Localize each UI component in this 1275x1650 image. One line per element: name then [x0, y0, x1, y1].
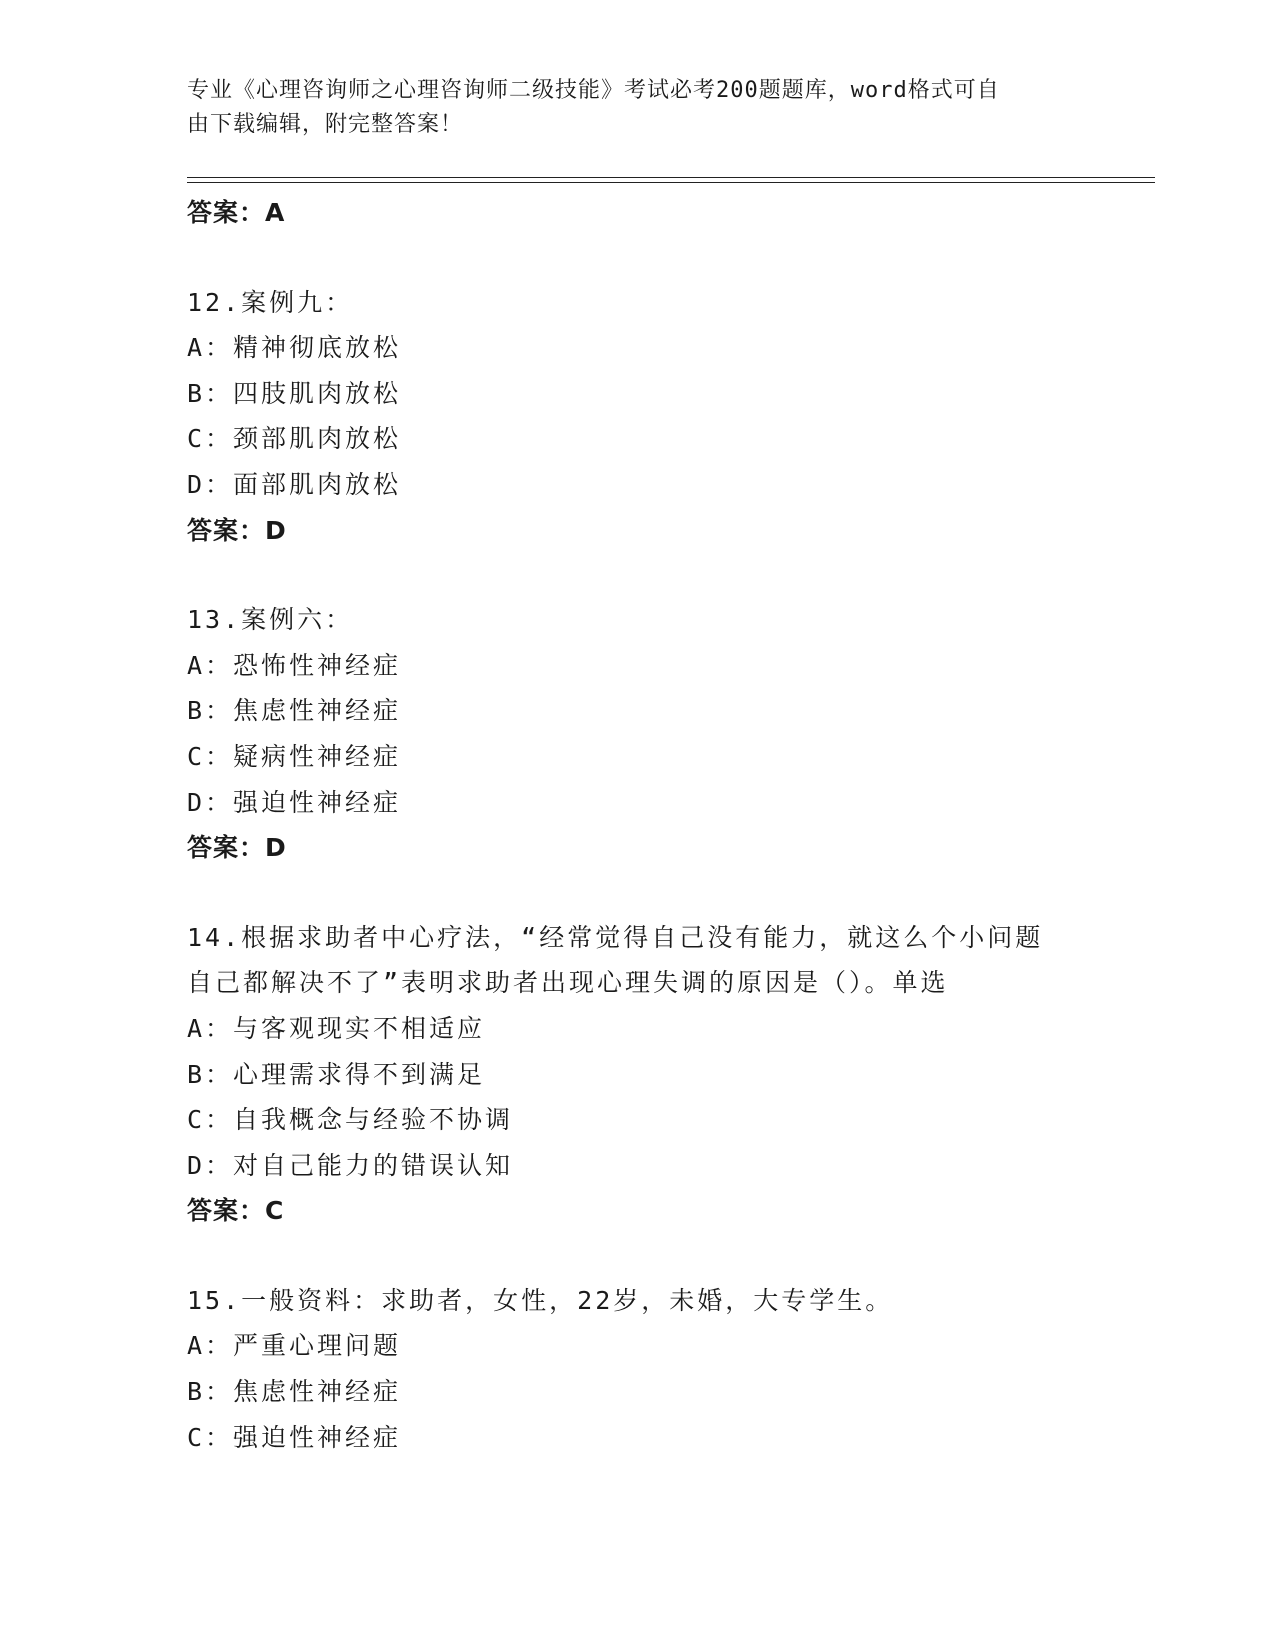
option-a: A：严重心理问题: [187, 1331, 402, 1361]
document-header: [187, 74, 1067, 142]
header-line-1: 专业《心理咨询师之心理咨询师二级技能》考试必考200题题库，word格式可自: [187, 78, 1000, 103]
option-a: A：精神彻底放松: [187, 333, 402, 363]
option-c: C：自我概念与经验不协调: [187, 1105, 514, 1135]
header-rule-top: [187, 177, 1155, 178]
option-d: D：对自己能力的错误认知: [187, 1150, 514, 1180]
option-a: A：与客观现实不相适应: [187, 1013, 486, 1043]
option-c: C：疑病性神经症: [187, 741, 402, 771]
question-stem: 15.一般资料：求助者，女性，22岁，未婚，大专学生。: [187, 1285, 894, 1315]
spacer: [187, 236, 1087, 280]
answer-line: 答案：C: [187, 1196, 285, 1226]
option-a: A：恐怖性神经症: [187, 650, 402, 680]
option-b: B：心理需求得不到满足: [187, 1059, 486, 1089]
option-d: D：面部肌肉放松: [187, 469, 402, 499]
question-stem-continued: 自己都解决不了”表明求助者出现心理失调的原因是（）。单选: [187, 968, 949, 998]
document-body: [187, 190, 1087, 1460]
spacer: [187, 1234, 1087, 1278]
header-rule-bottom: [187, 182, 1155, 183]
answer-line: 答案：D: [187, 833, 287, 863]
answer-line: 答案：A: [187, 198, 286, 227]
question-14: [187, 915, 1087, 1234]
header-line-2: 由下载编辑，附完整答案！: [187, 112, 464, 137]
question-15: [187, 1278, 1087, 1460]
option-b: B：四肢肌肉放松: [187, 378, 402, 408]
question-13: [187, 597, 1087, 871]
option-c: C：颈部肌肉放松: [187, 424, 402, 454]
option-c: C：强迫性神经症: [187, 1422, 402, 1452]
option-b: B：焦虑性神经症: [187, 696, 402, 726]
answer-line: 答案：D: [187, 515, 287, 545]
option-b: B：焦虑性神经症: [187, 1377, 402, 1407]
spacer: [187, 553, 1087, 597]
question-stem: 13.案例六：: [187, 605, 354, 635]
question-stem: 14.根据求助者中心疗法，“经常觉得自己没有能力，就这么个小问题: [187, 922, 1044, 952]
question-12: [187, 280, 1087, 554]
option-d: D：强迫性神经症: [187, 787, 402, 817]
question-stem: 12.案例九：: [187, 287, 354, 317]
spacer: [187, 871, 1087, 915]
